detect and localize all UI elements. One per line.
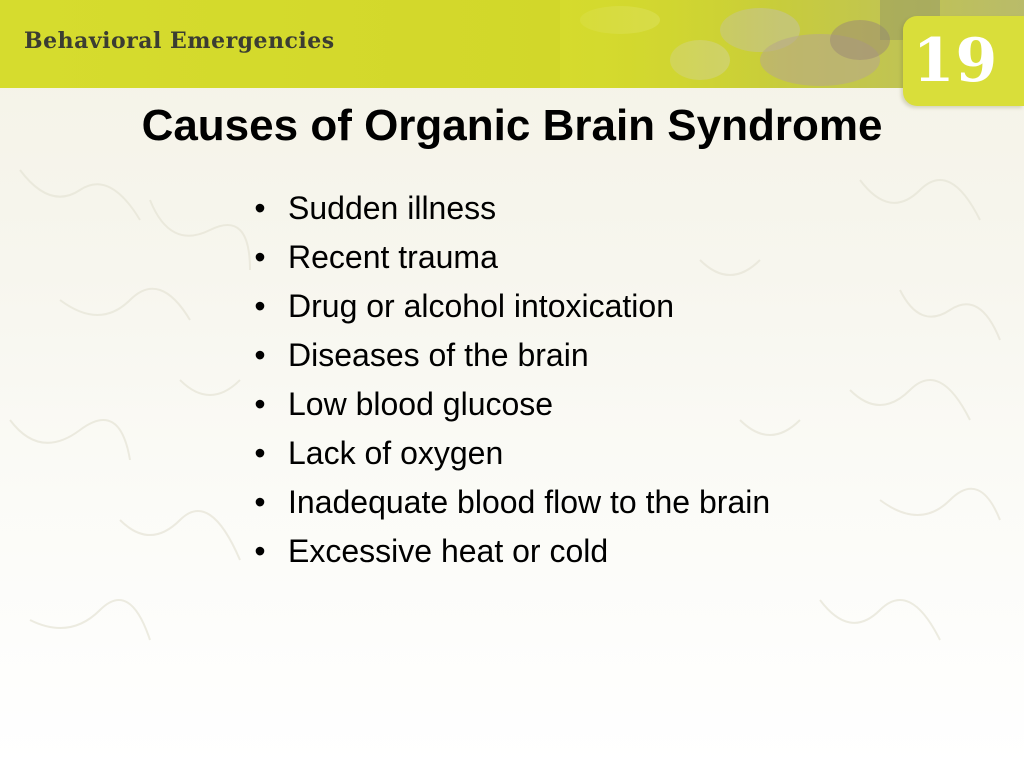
slide-title: Causes of Organic Brain Syndrome (141, 101, 883, 150)
bullet-text: Lack of oxygen (288, 435, 504, 471)
bullet-text: Sudden illness (288, 190, 497, 226)
bullet-icon: • (254, 288, 266, 324)
bullet-icon: • (254, 435, 266, 471)
bullet-text: Drug or alcohol intoxication (288, 288, 674, 324)
bullet-icon: • (254, 533, 266, 569)
bullet-icon: • (254, 386, 266, 422)
header-banner (0, 0, 1024, 88)
bullet-text: Diseases of the brain (288, 337, 589, 373)
bullet-text: Recent trauma (288, 239, 498, 275)
chapter-tab (903, 16, 1024, 106)
bullet-text: Inadequate blood flow to the brain (288, 484, 771, 520)
bullet-icon: • (254, 190, 266, 226)
bullet-icon: • (254, 337, 266, 373)
section-label: Behavioral Emergencies (24, 28, 335, 54)
bullet-text: Excessive heat or cold (288, 533, 609, 569)
bullet-text: Low blood glucose (288, 386, 554, 422)
bullet-icon: • (254, 239, 266, 275)
chapter-number: 19 (912, 26, 999, 96)
bullet-icon: • (254, 484, 266, 520)
